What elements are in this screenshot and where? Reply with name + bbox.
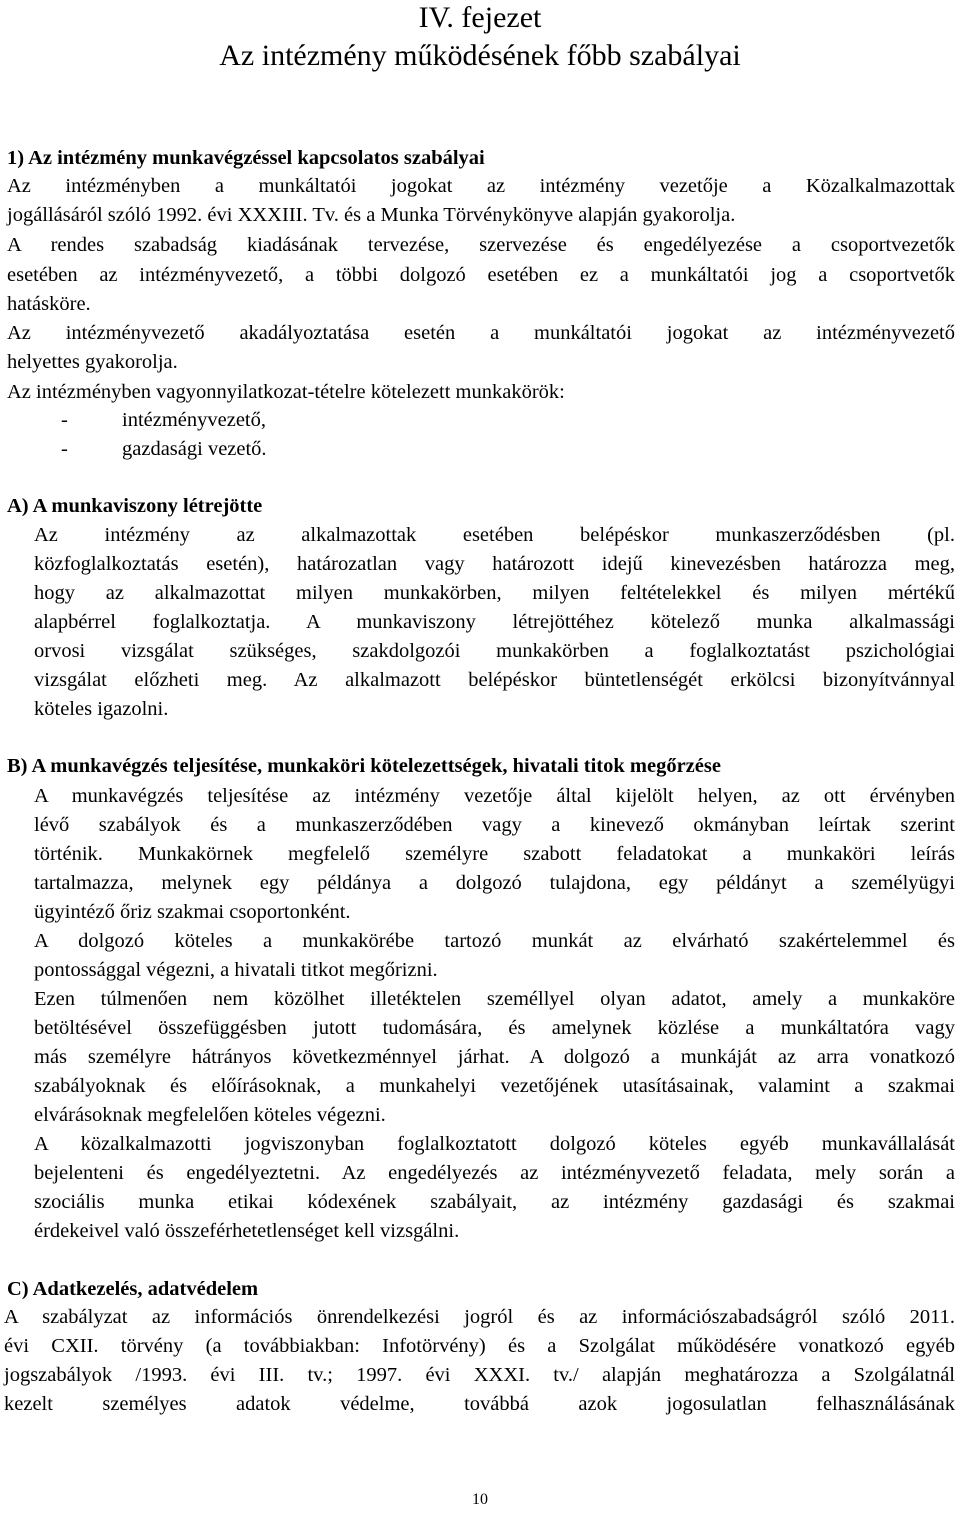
chapter-number: IV. fejezet [418,1,542,34]
section-b-line: pontossággal végezni, a hivatali titkot megőrizni. [34,959,438,981]
section-b-line: elvárásoknak megfelelően köteles végezni. [34,1104,386,1126]
section-1-line: Az intézményben vagyonnyilatkozat-tételre kötelezett munkakörök: [7,381,565,403]
section-1-line: Az intézményben a munkáltatói jogokat az intézmény vezetője a Közalkalmazottak [7,175,955,197]
section-c-line: kezelt személyes adatok védelme, továbbá azok jogosulatlan felhasználásának [4,1393,955,1415]
section-1-line: hatásköre. [7,293,91,315]
section-b-line: Ezen túlmenően nem közölhet illetéktelen személlyel olyan adatot, amely a munkaköre [34,988,955,1010]
section-c-line: jogszabályok /1993. évi III. tv.; 1997. évi XXXI. tv./ alapján meghatározza a Szolgálatnál [4,1364,955,1386]
section-a-line: köteles igazolni. [34,698,169,720]
section-1-line: esetében az intézményvezető, a többi dolgozó esetében ez a munkáltatói jog a csoportvetők [7,264,955,286]
section-1-line: Az intézményvezető akadályoztatása esetén a munkáltatói jogokat az intézményvezető [7,322,955,344]
section-b-line: tartalmazza, melynek egy példánya a dolgozó tulajdona, egy példányt a személyügyi [34,872,955,894]
page-number: 10 [472,1491,488,1508]
section-c-heading: C) Adatkezelés, adatvédelem [7,1278,259,1300]
section-a-line: vizsgálat előzheti meg. Az alkalmazott belépéskor büntetlenségét erkölcsi bizonyítvánnyal [34,669,955,691]
section-b-line: szabályoknak és előírásoknak, a munkahelyi vezetőjének utasításainak, valamint a szakmai [34,1075,955,1097]
section-b-line: történik. Munkakörnek megfelelő személyre szabott feladatokat a munkaköri leírás [34,843,955,865]
section-b-line: A dolgozó köteles a munkakörébe tartozó munkát az elvárható szakértelemmel és [34,930,955,952]
section-b-line: más személyre hátrányos következménnyel járhat. A dolgozó a munkáját az arra vonatkozó [34,1046,955,1068]
section-b-line: szociális munka etikai kódexének szabályait, az intézmény gazdasági és szakmai [34,1191,955,1213]
section-b-line: A munkavégzés teljesítése az intézmény vezetője által kijelölt helyen, az ott érvényben [34,785,955,807]
section-b-line: A közalkalmazotti jogviszonyban foglalkoztatott dolgozó köteles egyéb munkavállalását [34,1133,955,1155]
section-1-line: jogállásáról szóló 1992. évi XXXIII. Tv. és a Munka Törvénykönyve alapján gyakorolja. [7,204,736,226]
section-a-heading: A) A munkaviszony létrejötte [7,495,263,517]
section-b-line: bejelenteni és engedélyeztetni. Az engedélyezés az intézményvezető feladata, mely során a [34,1162,955,1184]
section-c-line: évi CXII. törvény (a továbbiakban: Infotörvény) és a Szolgálat működésére vonatkozó egyéb [4,1335,955,1357]
section-1-heading: 1) Az intézmény munkavégzéssel kapcsolatos szabályai [7,147,485,169]
section-b-line: ügyintéző őriz szakmai csoportonként. [34,901,351,923]
section-a-line: hogy az alkalmazottat milyen munkakörben, milyen feltételekkel és milyen mértékű [34,582,955,604]
section-1-line: helyettes gyakorolja. [7,351,178,373]
section-b-line: lévő szabályok és a munkaszerződében vagy a kinevező okmányban leírtak szerint [34,814,955,836]
section-a-line: alapbérrel foglalkoztatja. A munkaviszony létrejöttéhez kötelező munka alkalmassági [34,611,955,633]
section-b-line: betöltésével összefüggésben jutott tudomására, és amelynek közlése a munkáltatóra vagy [34,1017,955,1039]
bullet-marker: - [61,409,68,431]
chapter-title: Az intézmény működésének főbb szabályai [219,39,741,72]
bullet-marker: - [61,438,68,460]
section-b-heading: B) A munkavégzés teljesítése, munkaköri kötelezettségek, hivatali titok megőrzése [7,755,721,777]
bullet-item: gazdasági vezető. [122,438,267,460]
section-b-line: érdekeivel való összeférhetetlenséget kell vizsgálni. [34,1220,460,1242]
section-1-line: A rendes szabadság kiadásának tervezése, szervezése és engedélyezése a csoportvezetők [7,234,955,256]
section-a-line: Az intézmény az alkalmazottak esetében belépéskor munkaszerződésben (pl. [34,524,955,546]
section-a-line: közfoglalkoztatás esetén), határozatlan vagy határozott idejű kinevezésben határozza meg, [34,553,955,575]
section-a-line: orvosi vizsgálat szükséges, szakdolgozói munkakörben a foglalkoztatást pszichológiai [34,640,955,662]
section-c-line: A szabályzat az információs önrendelkezési jogról és az információszabadságról szóló 2011. [4,1306,955,1328]
bullet-item: intézményvezető, [122,409,267,431]
